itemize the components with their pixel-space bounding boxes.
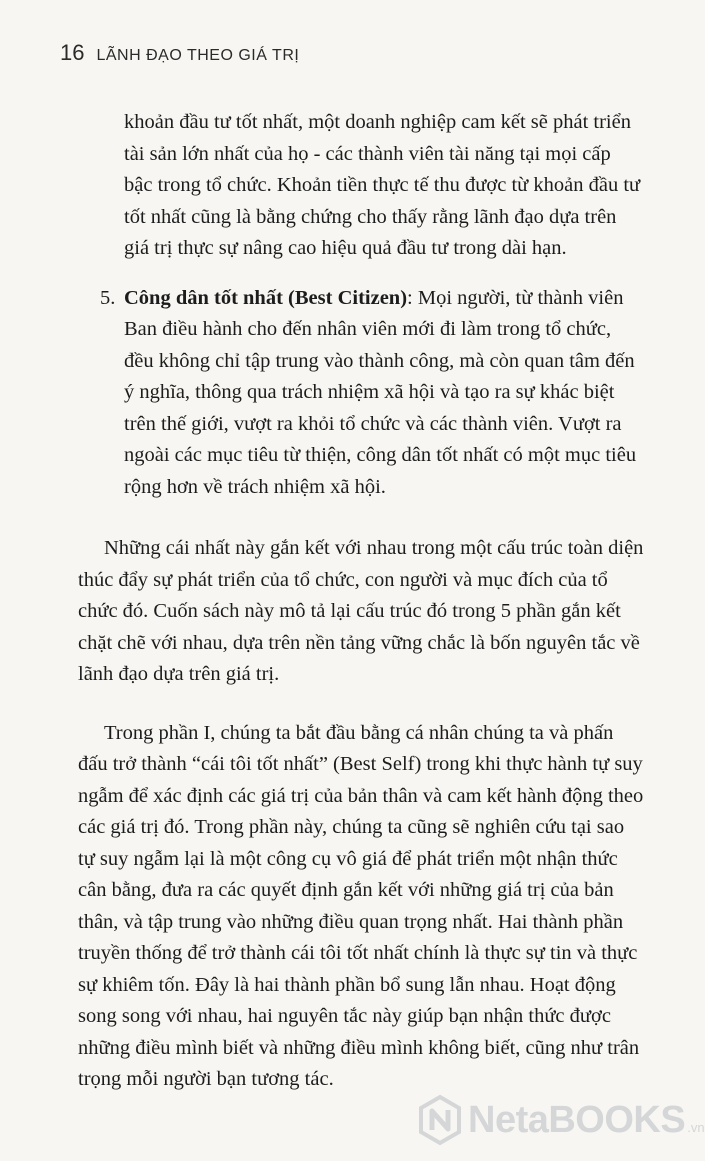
list-item-number: 5.: [100, 286, 116, 309]
continued-paragraph: khoản đầu tư tốt nhất, một doanh nghiệp cam kết sẽ phát triển tài sản lớn nhất của họ - các thành viên tài năng tại mọi cấp bậc trong tổ chức. Khoản tiền thực tế thu được từ khoản đầu tư tốt nhất cũng là bằng chứng cho thấy rằng lãnh đạo dựa trên giá trị thực sự nâng cao hiệu quả đầu tư trong dài hạn.: [124, 111, 641, 259]
running-head: LÃNH ĐẠO THEO GIÁ TRỊ: [96, 47, 300, 64]
watermark-brand: NetaBOOKS: [468, 1098, 686, 1141]
watermark-tld: .vn: [687, 1120, 705, 1135]
netabooks-logo-icon: [418, 1095, 462, 1145]
body-paragraph-2: Trong phần I, chúng ta bắt đầu bằng cá nhân chúng ta và phấn đấu trở thành “cái tôi tốt nhất” (Best Self) trong khi thực hành tự suy ngẫm để xác định các giá trị của bản thân và cam kết hành động theo các giá trị đó. Trong phần này, chúng ta cũng sẽ nghiên cứu tại sao tự suy ngẫm lại là một công cụ vô giá để phát triển một nhận thức cân bằng, đưa ra các quyết định gắn kết với những giá trị của bản thân, và tập trung vào những điều quan trọng nhất. Hai thành phần truyền thống để trở thành cái tôi tốt nhất chính là thực sự tin và thực sự khiêm tốn. Đây là hai thành phần bổ sung lẫn nhau. Hoạt động song song với nhau, hai nguyên tắc này giúp bạn nhận thức được những điều mình biết và những điều mình không biết, cũng như trân trọng mỗi người bạn tương tác.: [78, 721, 644, 1090]
list-item-text: : Mọi người, từ thành viên Ban điều hành cho đến nhân viên mới đi làm trong tổ chức, đều không chỉ tập trung vào thành công, mà còn quan tâm đến ý nghĩa, thông qua trách nhiệm xã hội và tạo ra sự khác biệt trên thế giới, vượt ra khỏi tổ chức và các thành viên. Vượt ra ngoài các mục tiêu từ thiện, công dân tốt nhất có một mục tiêu rộng hơn về trách nhiệm xã hội.: [124, 286, 637, 498]
page-body: [78, 107, 698, 1096]
page-number: 16: [60, 40, 85, 65]
body-paragraph-1: Những cái nhất này gắn kết với nhau trong một cấu trúc toàn diện thúc đẩy sự phát triển của tổ chức, con người và mục đích của tổ chức đó. Cuốn sách này mô tả lại cấu trúc đó trong 5 phần gắn kết chặt chẽ với nhau, dựa trên nền tảng vững chắc là bốn nguyên tắc về lãnh đạo dựa trên giá trị.: [78, 537, 644, 685]
list-item-term: Công dân tốt nhất (Best Citizen): [124, 286, 408, 309]
watermark: [418, 1095, 705, 1145]
list-item-body: [124, 283, 644, 504]
list-item: [78, 283, 644, 504]
page-header: [60, 40, 299, 66]
